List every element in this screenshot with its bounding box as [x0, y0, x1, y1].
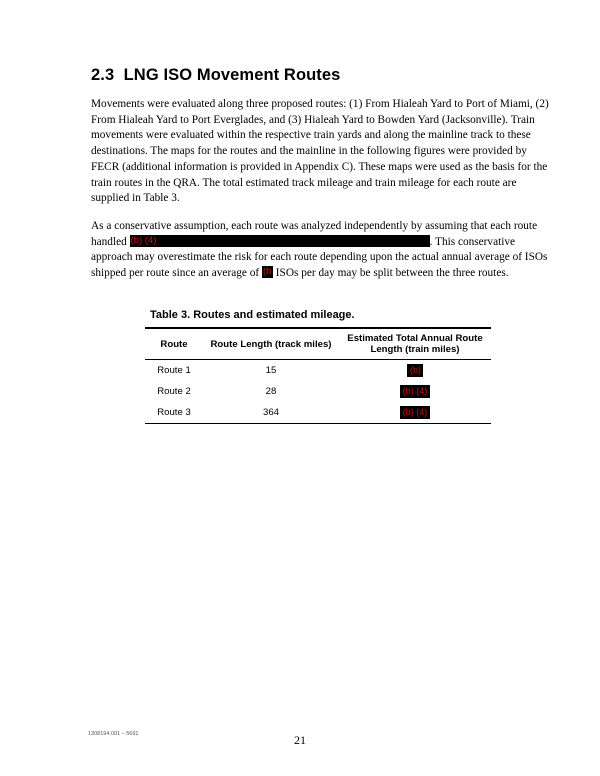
paragraph2-text-2: . This conservative approach may overestimate the risk for each route depending upon the actual annual average of ISOs shipped per route since an average of [91, 235, 548, 280]
route-length-cell: 15 [265, 365, 277, 376]
paragraph2-text-3: ISOs per day may be split between the three routes. [272, 267, 509, 280]
section-number: 2.3 [91, 66, 115, 84]
table-row [145, 381, 491, 402]
paragraph2-text-1: As a conservative assumption, each route was analyzed independently by assuming that each route handled [91, 220, 538, 248]
redaction-box: (b) [407, 364, 423, 377]
column-header-route: Route [160, 338, 188, 350]
table-row [145, 402, 491, 424]
annual-length-cell [339, 381, 491, 402]
section-heading [91, 66, 340, 85]
table-caption: Table 3. Routes and estimated mileage. [150, 309, 355, 321]
table-row [145, 360, 491, 382]
table-header-row [145, 328, 491, 360]
route-length-cell: 364 [262, 407, 279, 418]
redaction-box: (b) (4) [400, 406, 431, 419]
redaction-box: (b [262, 266, 272, 278]
route-cell: Route 2 [157, 386, 191, 397]
route-length-cell: 28 [265, 386, 277, 397]
route-cell: Route 1 [157, 365, 191, 376]
redaction-box: (b) (4) [400, 385, 431, 398]
paragraph-conservative-assumption [91, 219, 554, 282]
route-cell: Route 3 [157, 407, 191, 418]
annual-length-cell [339, 402, 491, 424]
section-title: LNG ISO Movement Routes [123, 66, 341, 84]
column-header-route-length: Route Length (track miles) [210, 338, 332, 350]
page-number: 21 [294, 733, 306, 747]
footer-document-id: 1308194.001 – 5691 [88, 731, 139, 737]
annual-length-cell [339, 360, 491, 382]
column-header-annual-length: Estimated Total Annual Route Length (train miles) [347, 333, 483, 355]
paragraph-routes-description: Movements were evaluated along three proposed routes: (1) From Hialeah Yard to Port of Miami, (2) From Hialeah Yard to Port Everglades, and (3) Hialeah Yard to Bowden Yard (Jacksonville). Train movements were evaluated within the respective train yards and along the mainline track to these destinations. The maps for the routes and the mainline in the following figures were provided by FECR (additional information is provided in Appendix C). These maps were used as the basis for the train routes in the QRA. The total estimated track mileage and train mileage for each route are supplied in Table 3. [91, 98, 549, 205]
routes-table [145, 327, 491, 424]
redaction-box: (b) (4) [130, 235, 430, 247]
